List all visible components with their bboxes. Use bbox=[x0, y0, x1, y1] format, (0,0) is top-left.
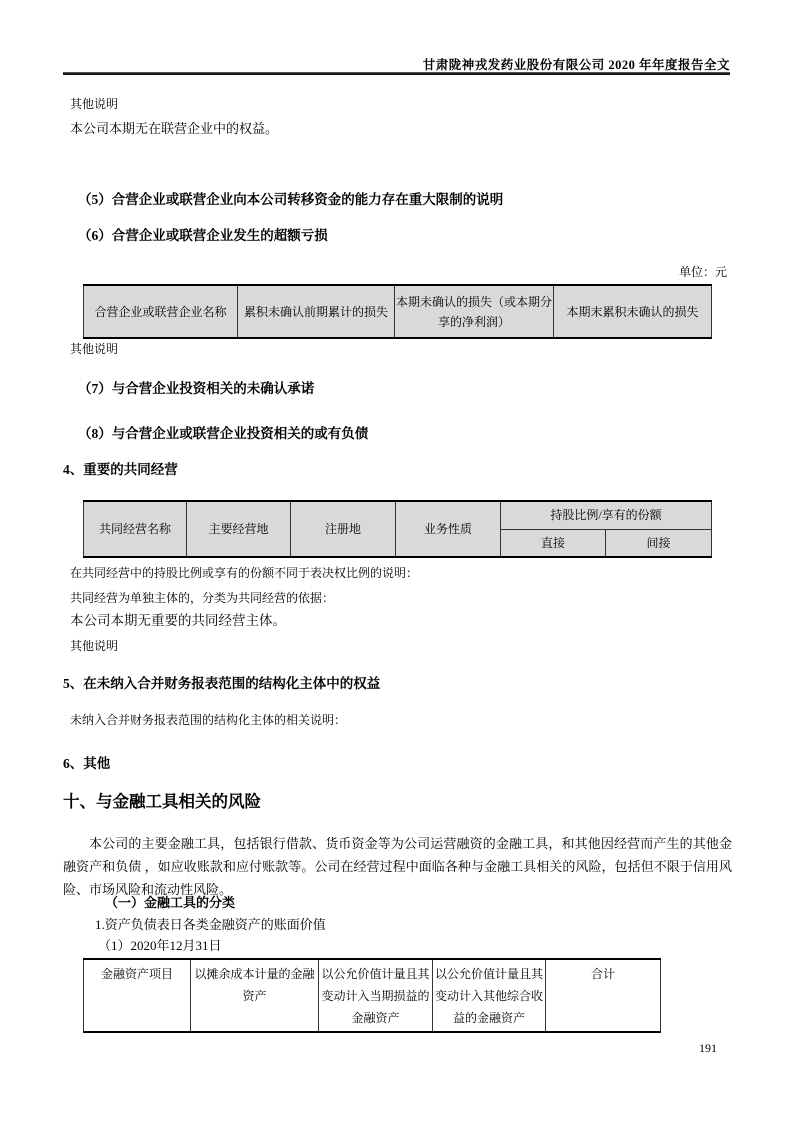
table-header-cell: 本期未确认的损失（或本期分享的净利润） bbox=[395, 285, 554, 338]
table-header-cell: 金融资产项目 bbox=[84, 959, 191, 1032]
section-heading-7: （7）与合营企业投资相关的未确认承诺 bbox=[78, 381, 315, 396]
report-header-title: 甘肃陇神戎发药业股份有限公司 2020 年年度报告全文 bbox=[422, 58, 730, 72]
unit-label: 单位：元 bbox=[678, 265, 727, 279]
page-number: 191 bbox=[699, 1041, 717, 1055]
other-note-label-2: 其他说明 bbox=[70, 342, 119, 356]
joint-note-2: 共同经营为单独主体的，分类为共同经营的依据： bbox=[70, 591, 335, 605]
table-joint-operation bbox=[83, 500, 712, 558]
no-associate-equity-text: 本公司本期无在联营企业中的权益。 bbox=[70, 121, 279, 136]
table-header-cell: 累积未确认前期累计的损失 bbox=[238, 285, 395, 338]
table-header-cell: 以公允价值计量且其变动计入其他综合收益的金融资产 bbox=[433, 959, 546, 1032]
table-header-cell: 主要经营地 bbox=[187, 501, 291, 557]
structured-entities-note: 未纳入合并财务报表范围的结构化主体的相关说明： bbox=[70, 713, 347, 727]
table-header-cell: 本期末累积未确认的损失 bbox=[554, 285, 712, 338]
chapter-heading-financial-instruments: 十、与金融工具相关的风险 bbox=[63, 792, 261, 811]
table-header-group-cell: 持股比例/享有的份额 bbox=[501, 501, 712, 529]
sub-heading-book-value: 1.资产负债表日各类金融资产的账面价值 bbox=[95, 917, 326, 932]
table-financial-assets bbox=[83, 958, 661, 1033]
sub-heading-classification: （一）金融工具的分类 bbox=[105, 895, 236, 910]
financial-instruments-paragraph: 本公司的主要金融工具，包括银行借款、货币资金等为公司运营融资的金融工具，和其他因经营而产生的其他金融资产和负债 ，如应收账款和应付账款等。公司在经营过程中面临各种与金融工具相关的风险，包括但不限于信用风险、市场风险和流动性风险。 bbox=[63, 836, 732, 897]
section-heading-8: （8）与合营企业或联营企业投资相关的或有负债 bbox=[78, 426, 369, 441]
section-heading-joint-operation: 4、重要的共同经营 bbox=[63, 462, 178, 477]
section-heading-other: 6、其他 bbox=[63, 756, 111, 771]
table-header-cell: 注册地 bbox=[291, 501, 396, 557]
sub-heading-date: （1）2020年12月31日 bbox=[98, 938, 222, 953]
section-heading-structured-entities: 5、在未纳入合并财务报表范围的结构化主体中的权益 bbox=[63, 676, 381, 691]
table-header-cell: 共同经营名称 bbox=[84, 501, 187, 557]
table-header-cell: 合营企业或联营企业名称 bbox=[84, 285, 238, 338]
joint-note-1: 在共同经营中的持股比例或享有的份额不同于表决权比例的说明： bbox=[70, 566, 419, 580]
section-heading-5: （5）合营企业或联营企业向本公司转移资金的能力存在重大限制的说明 bbox=[78, 192, 504, 207]
other-note-label-1: 其他说明 bbox=[70, 97, 119, 111]
table-header-cell: 以摊余成本计量的金融资产 bbox=[191, 959, 319, 1032]
table-unconfirmed-loss bbox=[83, 284, 712, 339]
table-subheader-cell: 直接 bbox=[501, 529, 606, 557]
joint-note-3: 本公司本期无重要的共同经营主体。 bbox=[70, 613, 286, 628]
other-note-label-3: 其他说明 bbox=[70, 639, 119, 653]
header-rule bbox=[63, 72, 730, 75]
table-header-cell: 业务性质 bbox=[396, 501, 501, 557]
section-heading-6: （6）合营企业或联营企业发生的超额亏损 bbox=[78, 228, 328, 243]
table-header-cell: 以公允价值计量且其变动计入当期损益的金融资产 bbox=[319, 959, 433, 1032]
table-subheader-cell: 间接 bbox=[606, 529, 712, 557]
table-header-cell: 合计 bbox=[546, 959, 661, 1032]
